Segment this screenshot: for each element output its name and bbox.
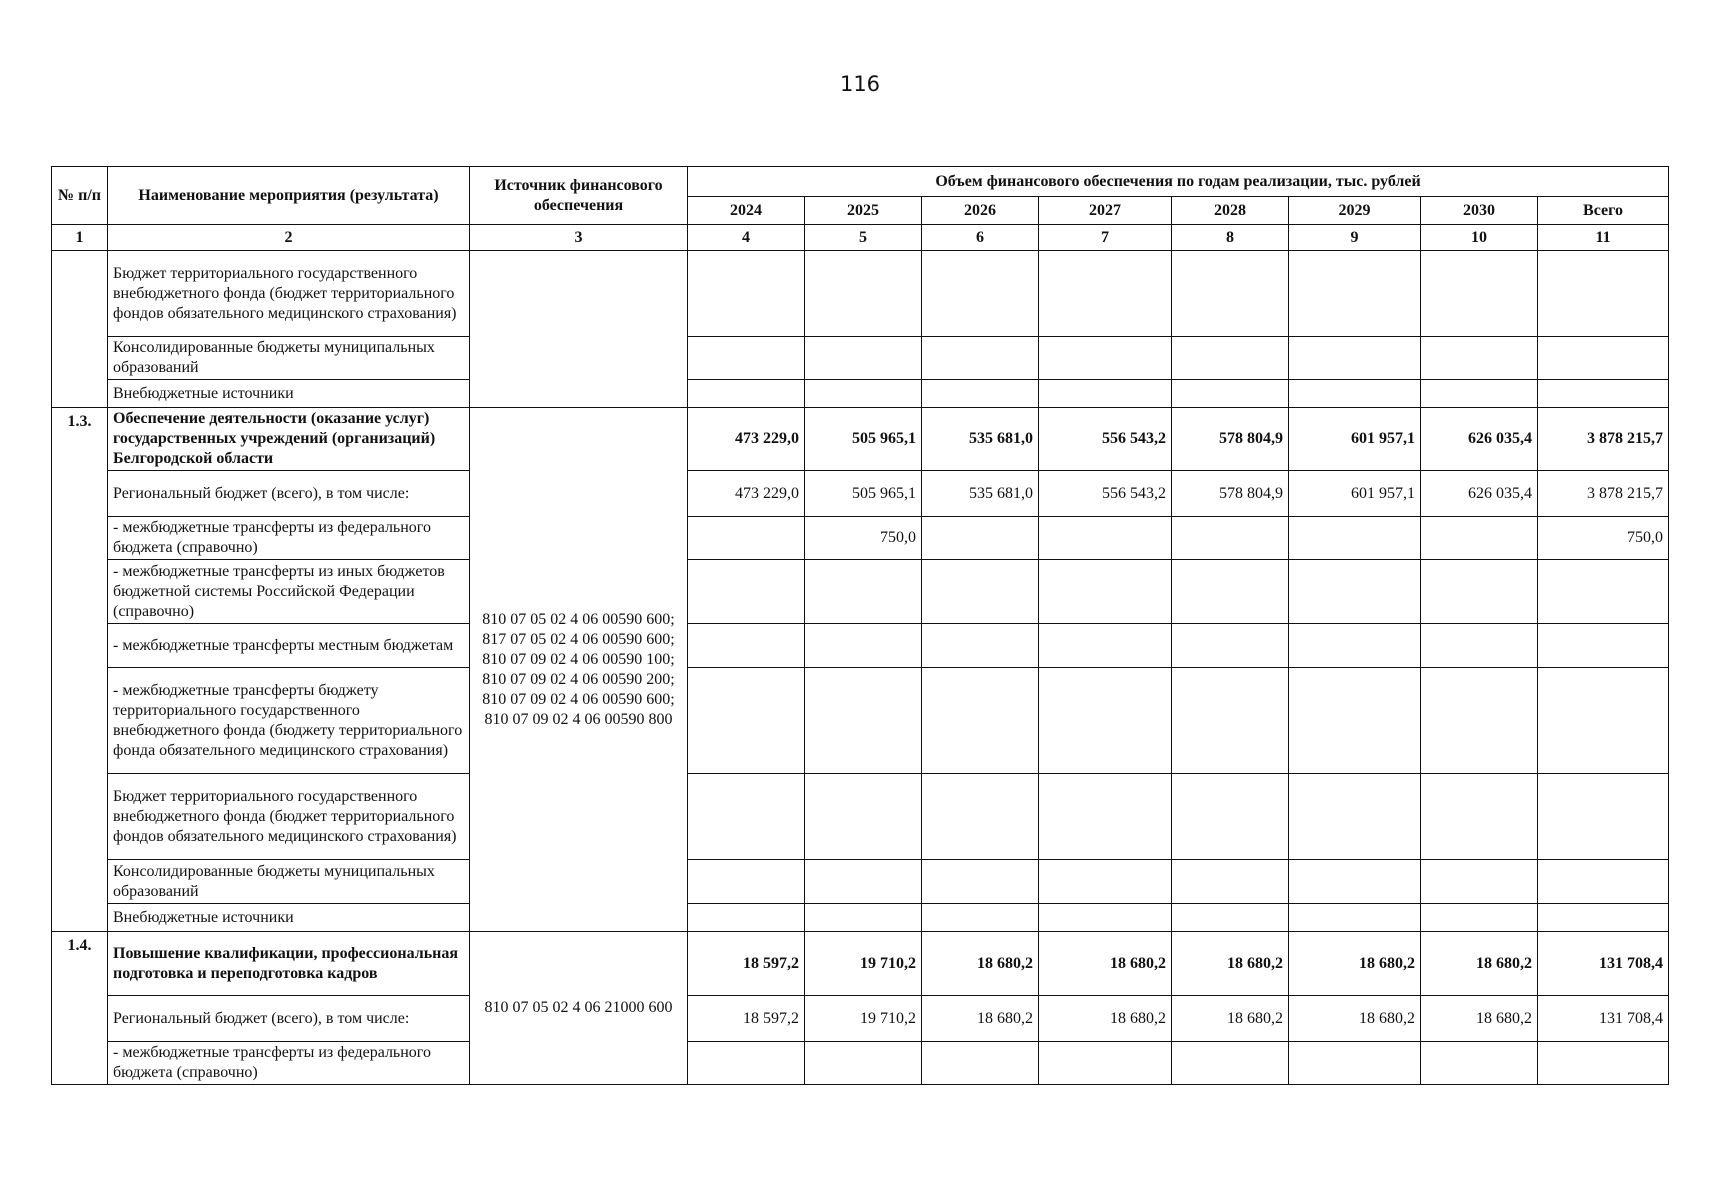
value-cell: 18 680,2 [1172,996,1289,1042]
value-cell: 535 681,0 [922,408,1039,471]
source-cell [470,251,688,408]
row-name: Региональный бюджет (всего), в том числе: [108,471,470,517]
source-codes: 810 07 05 02 4 06 21000 600 [470,932,688,1085]
value-cell: 18 680,2 [1039,996,1172,1042]
value-cell: 18 680,2 [1289,996,1421,1042]
source-codes: 810 07 05 02 4 06 00590 600; 817 07 05 02 4 06 00590 600; 810 07 09 02 4 06 00590 100; 810 07 09 02 4 06 00590 200; 810 07 09 02 4 06 00590 600; 810 07 09 02 4 06 00590 800 [470,408,688,932]
row-name: Внебюджетные источники [108,904,470,932]
value-cell [1039,517,1172,560]
value-cell: 750,0 [1538,517,1669,560]
value-cell: 18 680,2 [1289,932,1421,996]
table-row [52,251,1669,337]
value-cell [922,517,1039,560]
value-cell: 505 965,1 [805,408,922,471]
value-cell [1289,517,1421,560]
value-cell: 578 804,9 [1172,408,1289,471]
table-row [52,668,1669,774]
value-cell: 19 710,2 [805,996,922,1042]
table-row [52,860,1669,904]
value-cell: 18 680,2 [1039,932,1172,996]
row-name: - межбюджетные трансферты местным бюджетам [108,624,470,668]
row-name: - межбюджетные трансферты из федерального бюджета (справочно) [108,517,470,560]
value-cell: 556 543,2 [1039,408,1172,471]
value-cell [688,517,805,560]
value-cell: 626 035,4 [1421,408,1538,471]
header-year: 2029 [1289,197,1421,225]
value-cell: 18 680,2 [1421,932,1538,996]
col-number: 11 [1538,225,1669,251]
row-name: - межбюджетные трансферты бюджету территориального государственного внебюджетного фонда (бюджету территориального фонда обязательного медицинского страхования) [108,668,470,774]
row-name: - межбюджетные трансферты из федерального бюджета (справочно) [108,1042,470,1085]
col-number: 5 [805,225,922,251]
row-name: Бюджет территориального государственного внебюджетного фонда (бюджет территориального фондов обязательного медицинского страхования) [108,774,470,860]
table-row [52,471,1669,517]
value-cell: 18 680,2 [1421,996,1538,1042]
value-cell: 18 597,2 [688,932,805,996]
table-row [52,1042,1669,1085]
col-number: 8 [1172,225,1289,251]
value-cell: 18 680,2 [922,932,1039,996]
value-cell: 601 957,1 [1289,471,1421,517]
table-row [52,774,1669,860]
value-cell: 535 681,0 [922,471,1039,517]
header-year: 2030 [1421,197,1538,225]
col-number: 10 [1421,225,1538,251]
header-year: 2027 [1039,197,1172,225]
header-year: 2024 [688,197,805,225]
col-number: 1 [52,225,108,251]
col-number: 4 [688,225,805,251]
row-name: Бюджет территориального государственного внебюджетного фонда (бюджет территориального фондов обязательного медицинского страхования) [108,251,470,337]
value-cell [1421,517,1538,560]
header-source: Источник финансового обеспечения [470,167,688,225]
table-row [52,380,1669,408]
row-name: Консолидированные бюджеты муниципальных образований [108,860,470,904]
value-cell: 626 035,4 [1421,471,1538,517]
header-total: Всего [1538,197,1669,225]
table-row [52,560,1669,624]
header-year: 2026 [922,197,1039,225]
row-name: Внебюджетные источники [108,380,470,408]
value-cell: 131 708,4 [1538,996,1669,1042]
value-cell: 3 878 215,7 [1538,408,1669,471]
value-cell: 131 708,4 [1538,932,1669,996]
table-row [52,517,1669,560]
financing-table [51,166,1669,1085]
col-number: 2 [108,225,470,251]
value-cell: 505 965,1 [805,471,922,517]
header-year: 2028 [1172,197,1289,225]
table-row [52,932,1669,996]
table-row [52,624,1669,668]
value-cell: 3 878 215,7 [1538,471,1669,517]
value-cell: 18 680,2 [922,996,1039,1042]
col-number: 7 [1039,225,1172,251]
row-name: Региональный бюджет (всего), в том числе: [108,996,470,1042]
table-row [52,904,1669,932]
activity-title: Повышение квалификации, профессиональная подготовка и переподготовка кадров [108,932,470,996]
value-cell: 473 229,0 [688,471,805,517]
value-cell: 18 597,2 [688,996,805,1042]
value-cell: 601 957,1 [1289,408,1421,471]
value-cell: 578 804,9 [1172,471,1289,517]
header-name: Наименование мероприятия (результата) [108,167,470,225]
value-cell: 473 229,0 [688,408,805,471]
row-number: 1.4. [52,932,108,1085]
value-cell: 18 680,2 [1172,932,1289,996]
row-name: - межбюджетные трансферты из иных бюджетов бюджетной системы Российской Федерации (справочно) [108,560,470,624]
table-row [52,996,1669,1042]
value-cell: 19 710,2 [805,932,922,996]
header-no: № п/п [52,167,108,225]
row-number-cell [52,251,108,408]
header-year: 2025 [805,197,922,225]
table-row [52,408,1669,471]
col-number: 6 [922,225,1039,251]
page-number: 116 [839,72,881,96]
value-cell: 556 543,2 [1039,471,1172,517]
header-volume: Объем финансового обеспечения по годам реализации, тыс. рублей [688,167,1669,197]
value-cell: 750,0 [805,517,922,560]
value-cell [1172,517,1289,560]
col-number: 9 [1289,225,1421,251]
table-row [52,337,1669,380]
row-number: 1.3. [52,408,108,932]
row-name: Консолидированные бюджеты муниципальных образований [108,337,470,380]
col-number: 3 [470,225,688,251]
activity-title: Обеспечение деятельности (оказание услуг) государственных учреждений (организаций) Белгородской области [108,408,470,471]
